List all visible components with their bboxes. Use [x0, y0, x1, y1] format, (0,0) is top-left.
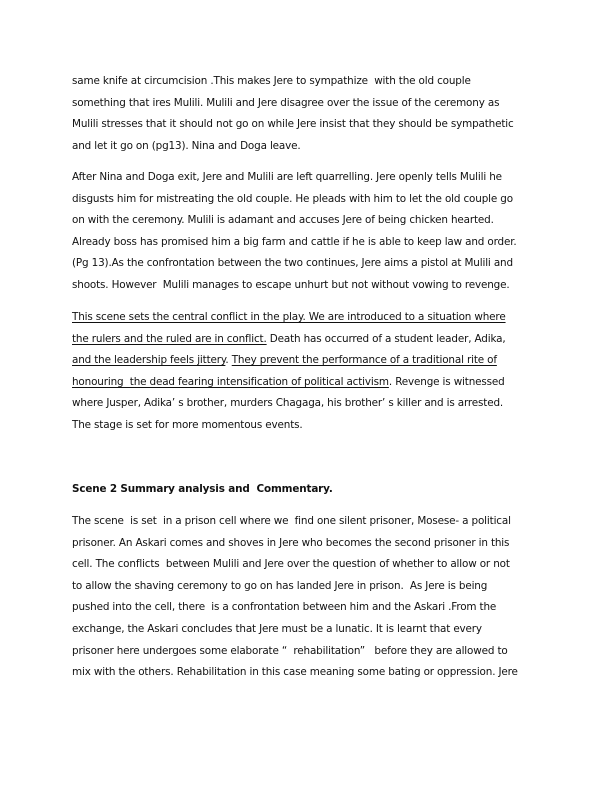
- text-segment: on with the ceremony. Mulili is adamant and accuses Jere of being chicken hearted.: [72, 214, 494, 227]
- text-segment: Scene 2 Summary analysis and Commentary.: [72, 483, 333, 495]
- paragraph-line: [72, 665, 518, 679]
- paragraph-line: [72, 74, 471, 88]
- text-segment: shoots. However Mulili manages to escape unhurt but not without vowing to revenge.: [72, 279, 510, 291]
- paragraph-line: [72, 139, 301, 153]
- paragraph-line: [72, 536, 509, 550]
- text-segment: mix with the others. Rehabilitation in this case meaning some bating or oppression. Jere: [72, 666, 518, 679]
- paragraph-line: [72, 192, 513, 206]
- paragraph-line: [72, 310, 506, 324]
- text-segment: Already boss has promised him a big farm and cattle if he is able to keep law and order.: [72, 235, 517, 248]
- paragraph-line: [72, 332, 506, 346]
- text-segment: . Revenge is witnessed: [388, 375, 505, 388]
- paragraph-line: [72, 622, 482, 636]
- section-heading: [72, 482, 333, 496]
- paragraph-line: [72, 375, 505, 389]
- text-segment: Death has occurred of a student leader, Adika,: [266, 332, 506, 345]
- paragraph-line: [72, 557, 510, 571]
- paragraph-line: [72, 213, 494, 227]
- text-segment: exchange, the Askari concludes that Jere must be a lunatic. It is learnt that every: [72, 623, 482, 635]
- text-segment: Mulili stresses that it should not go on while Jere insist that they should be sympathetic: [72, 118, 514, 131]
- paragraph-line: [72, 644, 508, 658]
- paragraph-line: [72, 579, 487, 593]
- paragraph-line: [72, 278, 510, 292]
- underlined-text: and the leadership feels jittery: [72, 354, 226, 367]
- paragraph-line: [72, 353, 497, 367]
- paragraph-line: [72, 256, 513, 270]
- text-segment: where Jusper, Adika’ s brother, murders Chagaga, his brother’ s killer and is arrested.: [72, 397, 504, 410]
- underlined-text: honouring the dead fearing intensification of political activism: [72, 375, 389, 388]
- text-segment: cell. The conflicts between Mulili and Jere over the question of whether to allow or not: [72, 558, 510, 571]
- paragraph-line: [72, 96, 499, 110]
- paragraph-line: [72, 170, 502, 184]
- text-segment: .: [225, 354, 232, 367]
- text-segment: prisoner here undergoes some elaborate “ rehabilitation” before they are allowed to: [72, 644, 508, 657]
- paragraph-line: [72, 235, 517, 249]
- text-segment: After Nina and Doga exit, Jere and Mulili are left quarrelling. Jere openly tells Mulili he: [72, 171, 502, 183]
- paragraph-line: [72, 396, 503, 410]
- text-segment: something that ires Mulili. Mulili and Jere disagree over the issue of the ceremony as: [72, 96, 500, 109]
- paragraph-line: [72, 600, 496, 614]
- text-segment: The stage is set for more momentous events.: [72, 419, 303, 431]
- text-segment: pushed into the cell, there is a confrontation between him and the Askari .From the: [72, 601, 497, 614]
- underlined-text: They prevent the performance of a traditional rite of: [231, 354, 497, 367]
- paragraph-line: [72, 514, 511, 528]
- underlined-text: the rulers and the ruled are in conflict.: [72, 332, 267, 345]
- paragraph-line: [72, 117, 514, 131]
- text-segment: (Pg 13).As the confrontation between the two continues, Jere aims a pistol at Mulili and: [72, 257, 513, 270]
- text-segment: to allow the shaving ceremony to go on has landed Jere in prison. As Jere is being: [72, 579, 488, 592]
- text-segment: disgusts him for mistreating the old couple. He pleads with him to let the old couple go: [72, 192, 513, 205]
- paragraph-line: [72, 418, 303, 432]
- underlined-text: This scene sets the central conflict in the play. We are introduced to a situation where: [72, 311, 506, 323]
- text-segment: and let it go on (pg13). Nina and Doga leave.: [72, 139, 301, 152]
- text-segment: prisoner. An Askari comes and shoves in Jere who becomes the second prisoner in this: [72, 536, 510, 549]
- text-segment: same knife at circumcision .This makes Jere to sympathize with the old couple: [72, 75, 471, 87]
- text-segment: The scene is set in a prison cell where we find one silent prisoner, Mosese- a political: [72, 515, 511, 527]
